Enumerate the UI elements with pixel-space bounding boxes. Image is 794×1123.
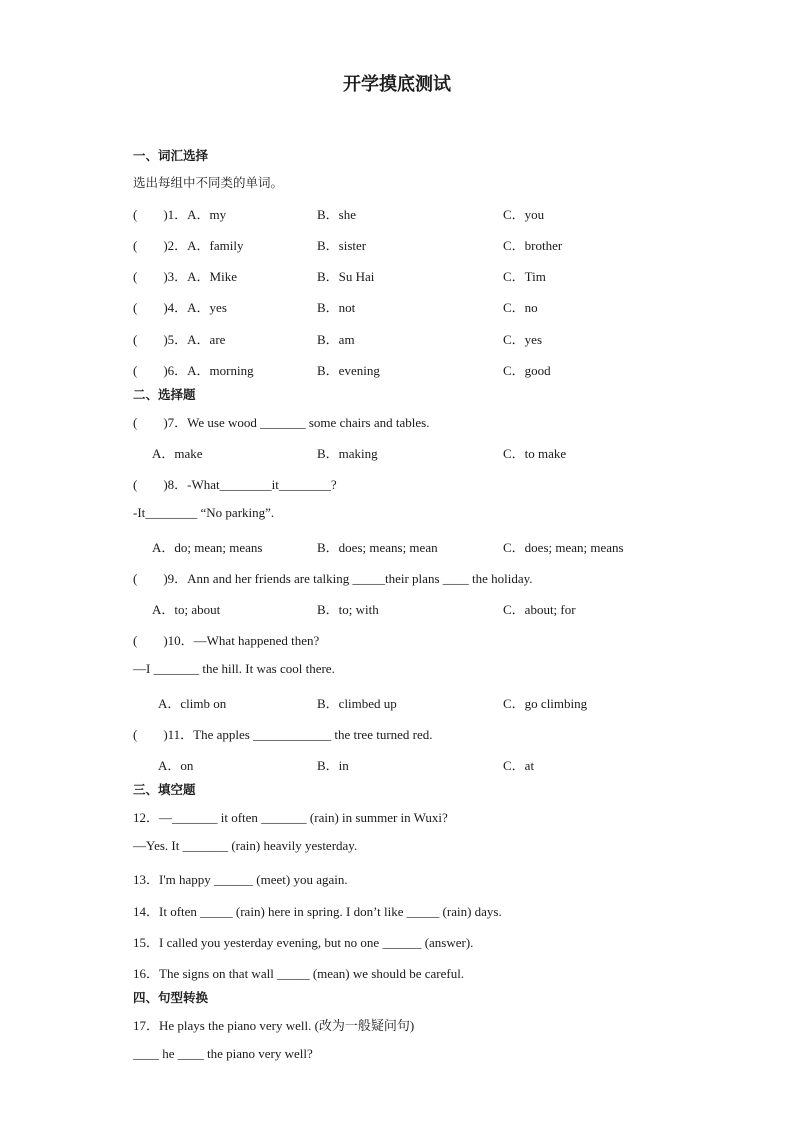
option-c: C．yes [503, 332, 543, 347]
question-stem: ( )6．A．morning [133, 363, 254, 378]
option-b: B．making [317, 446, 378, 461]
option-c: C．go climbing [503, 696, 588, 711]
transform-answer-17: ____ he ____ the piano very well? [133, 1046, 313, 1061]
option-b: B．does; means; mean [317, 540, 438, 555]
option-b: B．not [317, 300, 356, 315]
question-stem-8: ( )8．-What________it________? [133, 477, 337, 492]
page-title: 开学摸底测试 [343, 74, 451, 95]
option-a: A．make [152, 446, 203, 461]
option-c: C．brother [503, 238, 563, 253]
question-stem-7: ( )7．We use wood _______ some chairs and tables. [133, 415, 430, 430]
option-a: A．on [158, 758, 194, 773]
option-b: B．sister [317, 238, 367, 253]
question-stem: ( )1．A．my [133, 207, 227, 222]
option-b: B．Su Hai [317, 269, 375, 284]
option-b: B．to; with [317, 602, 379, 617]
option-c: C．to make [503, 446, 567, 461]
section-heading-choice: 二、选择题 [133, 387, 196, 402]
option-c: C．at [503, 758, 535, 773]
section-heading-vocab: 一、词汇选择 [133, 148, 209, 163]
question-stem-9: ( )9．Ann and her friends are talking _____their plans ____ the holiday. [133, 571, 533, 586]
transform-question-17: 17．He plays the piano very well. (改为一般疑问句) [133, 1018, 415, 1033]
section-heading-transform: 四、句型转换 [133, 990, 209, 1005]
section-instruction: 选出每组中不同类的单词。 [133, 175, 284, 190]
question-stem-10-reply: —I _______ the hill. It was cool there. [133, 661, 335, 676]
option-a: A．climb on [158, 696, 227, 711]
option-a: A．do; mean; means [152, 540, 263, 555]
option-a: A．to; about [152, 602, 221, 617]
option-b: B．am [317, 332, 355, 347]
fill-question-13: 13．I'm happy ______ (meet) you again. [133, 872, 348, 887]
section-heading-fill: 三、填空题 [133, 782, 196, 797]
question-stem: ( )3．A．Mike [133, 269, 237, 284]
question-stem-10: ( )10．—What happened then? [133, 633, 320, 648]
option-c: C．does; mean; means [503, 540, 624, 555]
option-b: B．in [317, 758, 349, 773]
fill-question-12: 12．—_______ it often _______ (rain) in summer in Wuxi? [133, 810, 448, 825]
fill-question-14: 14．It often _____ (rain) here in spring. I don’t like _____ (rain) days. [133, 904, 502, 919]
fill-question-16: 16．The signs on that wall _____ (mean) we should be careful. [133, 966, 465, 981]
fill-question-12-reply: —Yes. It _______ (rain) heavily yesterday. [133, 838, 358, 853]
option-c: C．Tim [503, 269, 546, 284]
option-b: B．climbed up [317, 696, 397, 711]
question-stem-8-reply: -It________ “No parking”. [133, 505, 275, 520]
question-stem: ( )2．A．family [133, 238, 244, 253]
option-b: B．she [317, 207, 357, 222]
question-stem: ( )4．A．yes [133, 300, 227, 315]
fill-question-15: 15．I called you yesterday evening, but no one ______ (answer). [133, 935, 474, 950]
question-stem: ( )5．A．are [133, 332, 226, 347]
option-b: B．evening [317, 363, 380, 378]
question-stem-11: ( )11．The apples ____________ the tree turned red. [133, 727, 433, 742]
option-c: C．you [503, 207, 545, 222]
option-c: C．no [503, 300, 538, 315]
option-c: C．good [503, 363, 551, 378]
option-c: C．about; for [503, 602, 576, 617]
